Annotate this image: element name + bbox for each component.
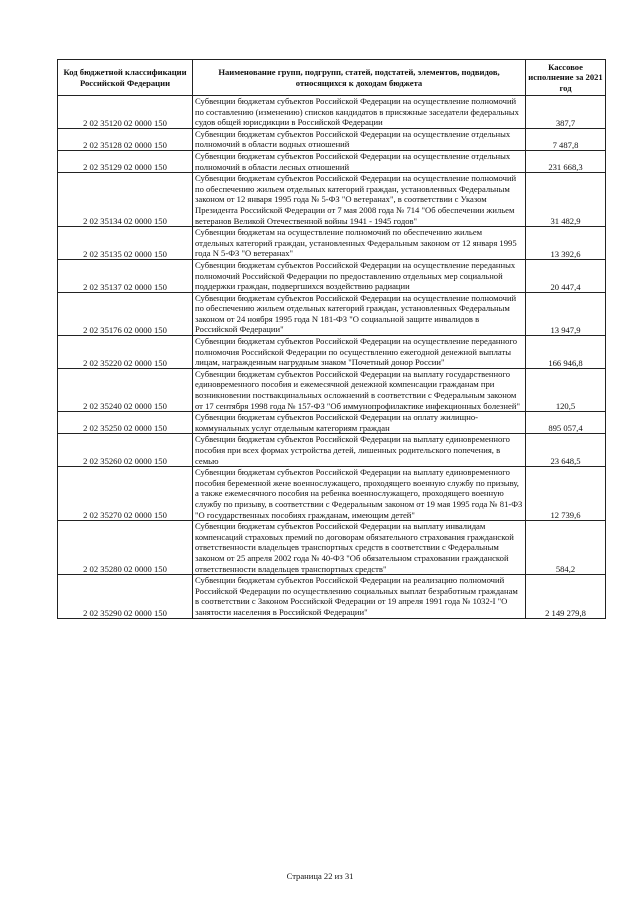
row-code: 2 02 35270 02 0000 150	[58, 467, 193, 521]
row-name: Субвенции бюджетам субъектов Российской Федерации на выплату единовременного пособия беременной жене военнослужащего, проходящего военную службу по призыву, а также ежемесячного пособия на ребенка военнослужащего, проходящего военную службу по призыву, в соответствии с Федеральным законом от 19 мая 1995 года № 81-ФЗ "О государственных пособиях гражданам, имеющим детей"	[193, 467, 526, 521]
table-row	[58, 336, 606, 369]
row-amount: 584,2	[526, 521, 606, 575]
row-code: 2 02 35220 02 0000 150	[58, 336, 193, 369]
row-name: Субвенции бюджетам субъектов Российской Федерации на осуществление полномочий по обеспечению жильем отдельных категорий граждан, установленных Федеральным законом от 24 ноября 1995 года N 181-ФЗ "О социальной защите инвалидов в Российской Федерации"	[193, 292, 526, 335]
table-row	[58, 259, 606, 292]
row-name: Субвенции бюджетам субъектов Российской Федерации на осуществление переданных полномочий Российской Федерации по предоставлению отдельных мер социальной поддержки граждан, подвергшихся воздействию радиации	[193, 259, 526, 292]
table-body	[58, 96, 606, 619]
table-row	[58, 521, 606, 575]
row-code: 2 02 35176 02 0000 150	[58, 292, 193, 335]
table-row	[58, 292, 606, 335]
row-name: Субвенции бюджетам на осуществление полномочий по обеспечению жильем отдельных категорий граждан, установленных Федеральным законом от 12 января 1995 года N 5-ФЗ "О ветеранах"	[193, 227, 526, 260]
row-code: 2 02 35240 02 0000 150	[58, 368, 193, 411]
row-name: Субвенции бюджетам субъектов Российской Федерации на осуществление отдельных полномочий в области водных отношений	[193, 128, 526, 150]
row-code: 2 02 35129 02 0000 150	[58, 150, 193, 172]
row-name: Субвенции бюджетам субъектов Российской Федерации на выплату инвалидам компенсаций страховых премий по договорам обязательного страхования гражданской ответственности владельцев транспортных средств в соответствии с Федеральным законом от 25 апреля 2002 года № 40-ФЗ "Об обязательном страховании гражданской ответственности владельцев транспортных средств"	[193, 521, 526, 575]
row-code: 2 02 35120 02 0000 150	[58, 96, 193, 129]
row-code: 2 02 35260 02 0000 150	[58, 434, 193, 467]
row-name: Субвенции бюджетам субъектов Российской Федерации на выплату государственного единовременного пособия и ежемесячной денежной компенсации гражданам при возникновении поствакцинальных осложнений в соответствии с Федеральным законом от 17 сентября 1998 года № 157-ФЗ "Об иммунопрофилактике инфекционных болезней"	[193, 368, 526, 411]
row-amount: 2 149 279,8	[526, 575, 606, 618]
row-code: 2 02 35280 02 0000 150	[58, 521, 193, 575]
table-header-row	[58, 60, 606, 96]
row-amount: 20 447,4	[526, 259, 606, 292]
row-amount: 120,5	[526, 368, 606, 411]
row-code: 2 02 35250 02 0000 150	[58, 412, 193, 434]
row-amount: 7 487,8	[526, 128, 606, 150]
row-name: Субвенции бюджетам субъектов Российской Федерации на осуществление отдельных полномочий в области лесных отношений	[193, 150, 526, 172]
table-row	[58, 128, 606, 150]
table-row	[58, 467, 606, 521]
header-name: Наименование групп, подгрупп, статей, подстатей, элементов, подвидов, относящихся к доходам бюджета	[193, 60, 526, 96]
row-amount: 895 057,4	[526, 412, 606, 434]
table-row	[58, 368, 606, 411]
budget-revenue-table	[57, 59, 606, 619]
row-name: Субвенции бюджетам субъектов Российской Федерации на осуществление переданного полномочия Российской Федерации по осуществлению ежегодной денежной выплаты лицам, награжденным нагрудным знаком "Почетный донор России"	[193, 336, 526, 369]
row-amount: 13 392,6	[526, 227, 606, 260]
header-code: Код бюджетной классификации Российской Федерации	[58, 60, 193, 96]
row-amount: 12 739,6	[526, 467, 606, 521]
table-row	[58, 96, 606, 129]
row-amount: 23 648,5	[526, 434, 606, 467]
row-amount: 166 946,8	[526, 336, 606, 369]
row-name: Субвенции бюджетам субъектов Российской Федерации на оплату жилищно-коммунальных услуг отдельным категориям граждан	[193, 412, 526, 434]
row-amount: 231 668,3	[526, 150, 606, 172]
row-code: 2 02 35128 02 0000 150	[58, 128, 193, 150]
row-code: 2 02 35135 02 0000 150	[58, 227, 193, 260]
row-name: Субвенции бюджетам субъектов Российской Федерации на выплату единовременного пособия при всех формах устройства детей, лишенных родительского попечения, в семью	[193, 434, 526, 467]
table-row	[58, 227, 606, 260]
row-name: Субвенции бюджетам субъектов Российской Федерации на осуществление полномочий по составлению (изменению) списков кандидатов в присяжные заседатели федеральных судов общей юрисдикции в Российской Федерации	[193, 96, 526, 129]
table-row	[58, 575, 606, 618]
row-amount: 387,7	[526, 96, 606, 129]
row-amount: 31 482,9	[526, 173, 606, 227]
page-number: Страница 22 из 31	[286, 871, 354, 881]
table-row	[58, 412, 606, 434]
row-code: 2 02 35290 02 0000 150	[58, 575, 193, 618]
row-name: Субвенции бюджетам субъектов Российской Федерации на реализацию полномочий Российской Федерации по осуществлению социальных выплат безработным гражданам в соответствии с Законом Российской Федерации от 19 апреля 1991 года № 1032-I "О занятости населения в Российской Федерации"	[193, 575, 526, 618]
row-code: 2 02 35134 02 0000 150	[58, 173, 193, 227]
table-row	[58, 173, 606, 227]
header-amount: Кассовое исполнение за 2021 год	[526, 60, 606, 96]
row-code: 2 02 35137 02 0000 150	[58, 259, 193, 292]
table-row	[58, 434, 606, 467]
row-name: Субвенции бюджетам субъектов Российской Федерации на осуществление полномочий по обеспечению жильем отдельных категорий граждан, установленных Федеральным законом от 12 января 1995 года № 5-ФЗ "О ветеранах", в соответствии с Указом Президента Российской Федерации от 7 мая 2008 года № 714 "Об обеспечении жильем ветеранов Великой Отечественной войны 1941 - 1945 годов"	[193, 173, 526, 227]
table-row	[58, 150, 606, 172]
row-amount: 13 947,9	[526, 292, 606, 335]
